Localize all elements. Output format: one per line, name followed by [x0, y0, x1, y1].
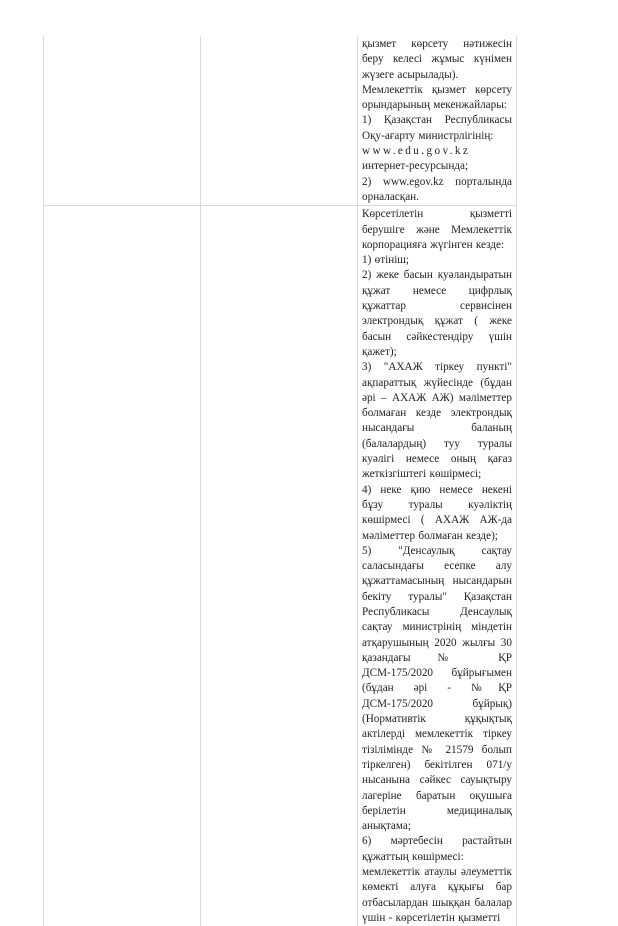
table-cell-service-result [358, 36, 517, 206]
cell-text-block [358, 206, 516, 926]
table-row [44, 206, 517, 926]
paragraph-documents-intro: Көрсетілетін қызметті берушіге және Мемлекеттік корпорацияға жүгінген кезде: [362, 208, 512, 251]
list-item-identity-document: 2) жеке басын куәландыратын құжат немесе цифрлық құжаттар сервисінен электрондық құжат ( жеке басын сәйкестендіру үшін қажет); [362, 269, 512, 358]
paragraph-result-delivery: қызмет көрсету нәтижесін беру келесі жұмыс күнімен жүзеге асырылады). [362, 38, 512, 81]
paragraph-social-assistance: мемлекеттік атаулы әлеуметтік көмекті алуға құқығы бар отбасылардан шыққан балалар үшін - көрсетілетін қызметті [362, 866, 512, 924]
table-cell-required-documents [358, 206, 517, 926]
list-item-marriage-certificate: 4) неке қию немесе некені бұзу туралы куәліктің көшірмесі ( АХАЖ АЖ-да мәліметтер болмаған кезде); [362, 483, 512, 542]
table-cell-empty [44, 206, 201, 926]
list-item-application: 1) өтініш; [362, 254, 410, 267]
cell-text-block [358, 36, 516, 205]
list-item-medical-certificate: 5) "Денсаулық сақтау саласындағы есепке алу құжаттамасының нысандарын бекіту туралы" Қазақстан Республикасы Денсаулық сақтау министрінің міндетін атқарушының 2020 жылғы 30 қазандағы № ҚР ДСМ-175/2020 бұйрығымен (бұдан әрі - №ҚР ДСМ-175/2020 бұйрық) (Нормативтік құқықтық актілерді мемлекеттік тіркеу тізілімінде № 21579 болып тіркелген) бекітілген 071/у нысанына сәйкес сауықтыру лагеріне баратын оқушыға берілетін медициналық анықтама; [362, 544, 512, 833]
list-item-status-document: 6) мәртебесін растайтын құжаттың көшірмесі: [362, 835, 512, 863]
table-cell-empty [201, 36, 358, 206]
paragraph-addresses-heading: Мемлекеттік қызмет көрсету орындарының мекенжайлары: [362, 83, 512, 112]
paragraph-ministry: 1) Қазақстан Республикасы Оқу-ағарту министрлігінің: [362, 114, 512, 142]
table-cell-empty [201, 206, 358, 926]
paragraph-internet-resource: интернет-ресурсында; [362, 160, 469, 173]
services-table [43, 36, 517, 926]
paragraph-egov-portal: 2) www.egov.kz порталында орналасқан. [362, 175, 512, 203]
link-edu-gov-kz[interactable]: www.edu.gov.kz [362, 145, 471, 158]
table-row [44, 36, 517, 206]
list-item-birth-certificate: 3) "АХАЖ тіркеу пункті" ақпараттық жүйесінде (бұдан әрі – АХАЖ АЖ) мәліметтер болмаған кезде электрондық нысандағы баланың (балалардың) туу туралы куәлігі немесе оның қағаз жеткізгіштегі көшірмесі; [362, 361, 512, 481]
table-cell-empty [44, 36, 201, 206]
